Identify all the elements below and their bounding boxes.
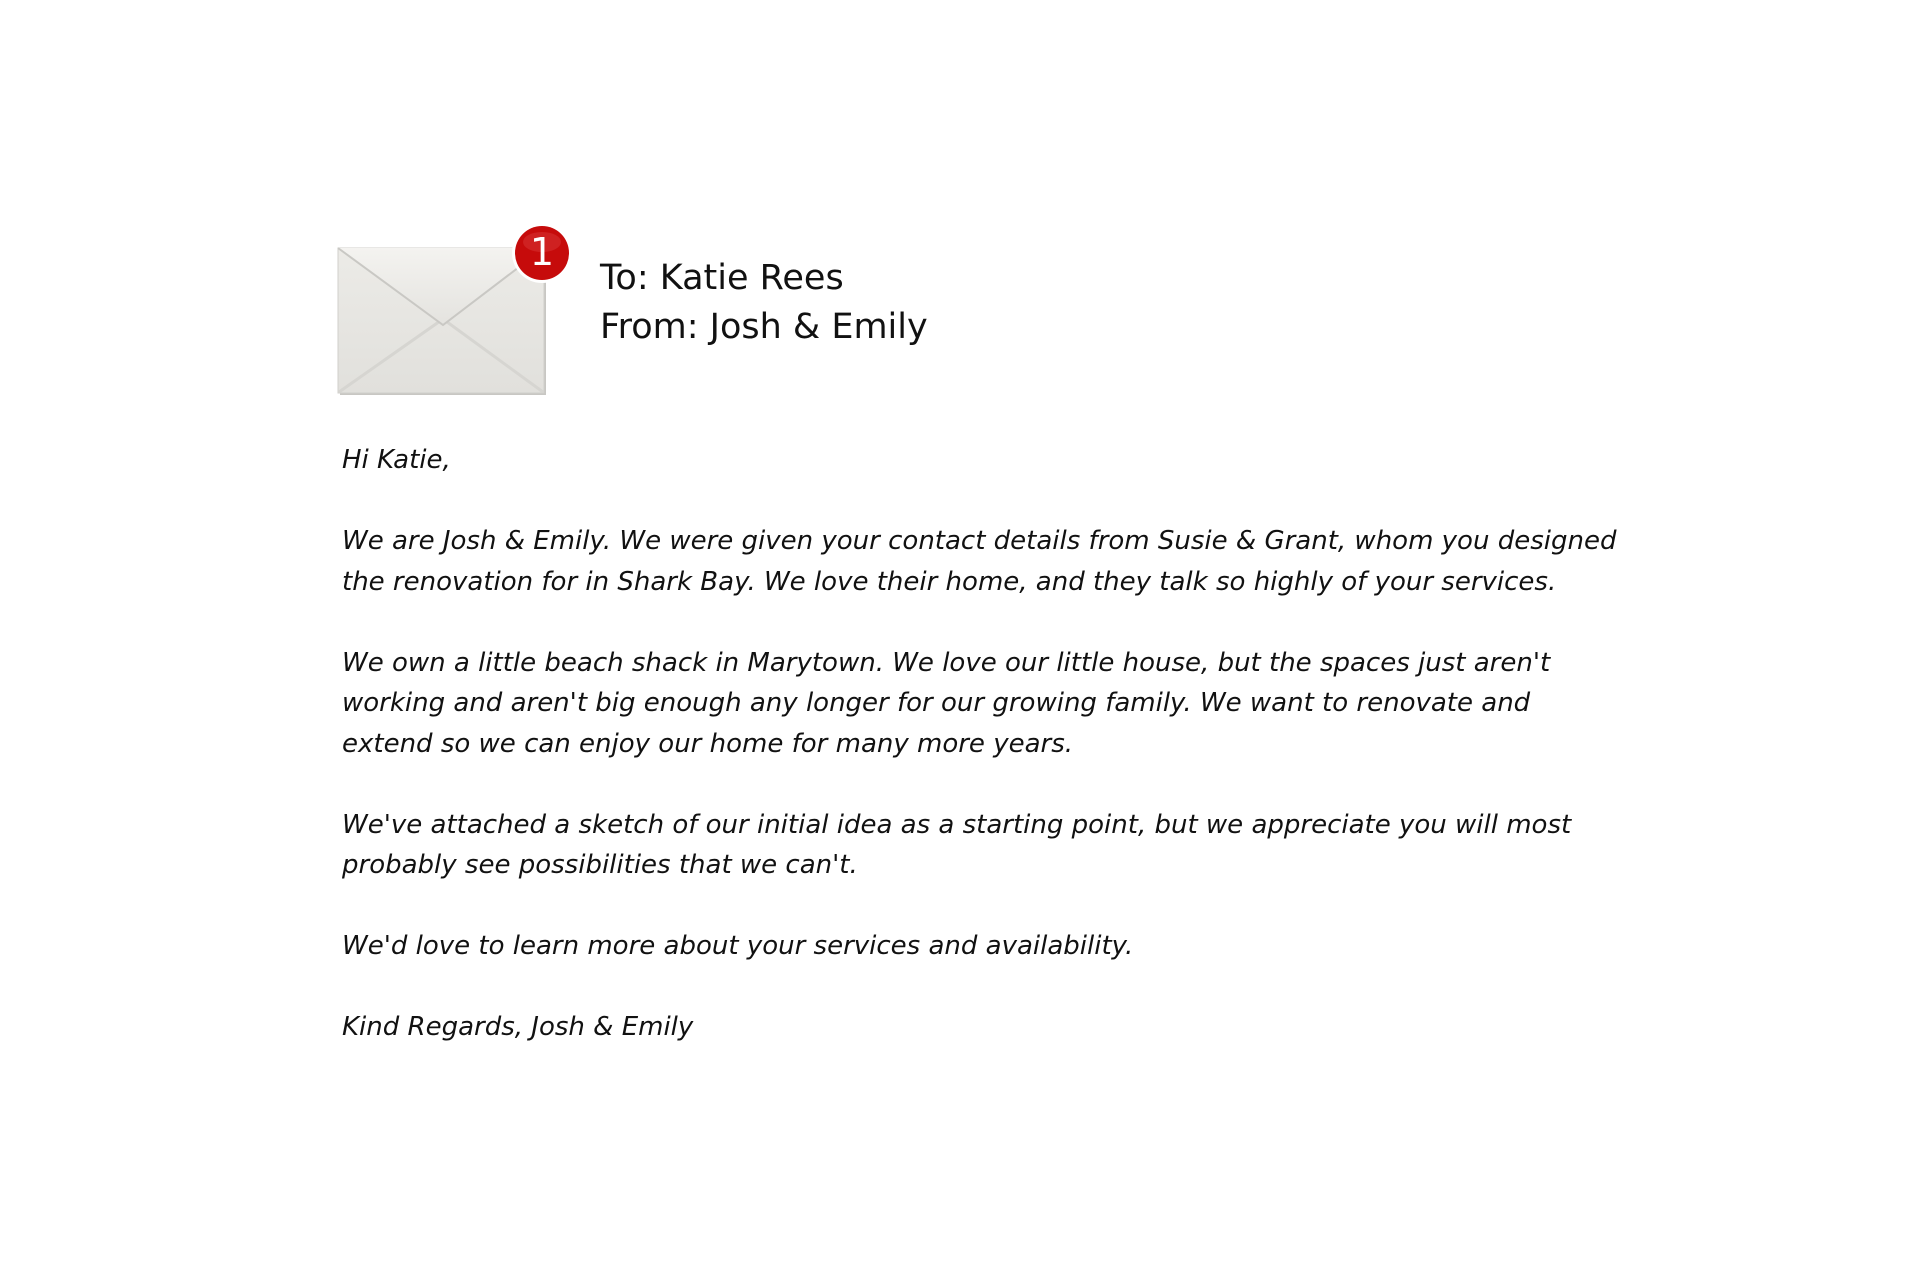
from-line: From: Josh & Emily <box>600 307 928 347</box>
unread-count-badge <box>511 222 573 284</box>
email-header <box>600 254 928 352</box>
paragraph-line: working and aren't big enough any longer for our growing family. We want to renovate and <box>342 688 1531 718</box>
paragraph-line: We are Josh & Emily. We were given your contact details from Susie & Grant, whom you designed <box>342 526 1617 556</box>
paragraph-line: probably see possibilities that we can't. <box>342 850 858 880</box>
paragraph-sketch <box>342 805 1642 886</box>
greeting: Hi Katie, <box>342 445 451 475</box>
paragraph-house <box>342 643 1642 765</box>
email-body <box>342 440 1642 1088</box>
paragraph-line: We've attached a sketch of our initial idea as a starting point, but we appreciate you will most <box>342 809 1572 840</box>
email-notification-graphic <box>337 222 577 402</box>
paragraph-request: We'd love to learn more about your services and availability. <box>342 931 1134 961</box>
badge-count: 1 <box>529 230 555 274</box>
paragraph-intro <box>342 521 1642 602</box>
paragraph-line: extend so we can enjoy our home for many more years. <box>342 728 1074 759</box>
to-line: To: Katie Rees <box>600 258 844 298</box>
paragraph-line: the renovation for in Shark Bay. We love their home, and they talk so highly of your services. <box>342 566 1557 597</box>
signoff: Kind Regards, Josh & Emily <box>342 1012 694 1042</box>
paragraph-line: We own a little beach shack in Marytown. We love our little house, but the spaces just aren't <box>342 647 1551 678</box>
